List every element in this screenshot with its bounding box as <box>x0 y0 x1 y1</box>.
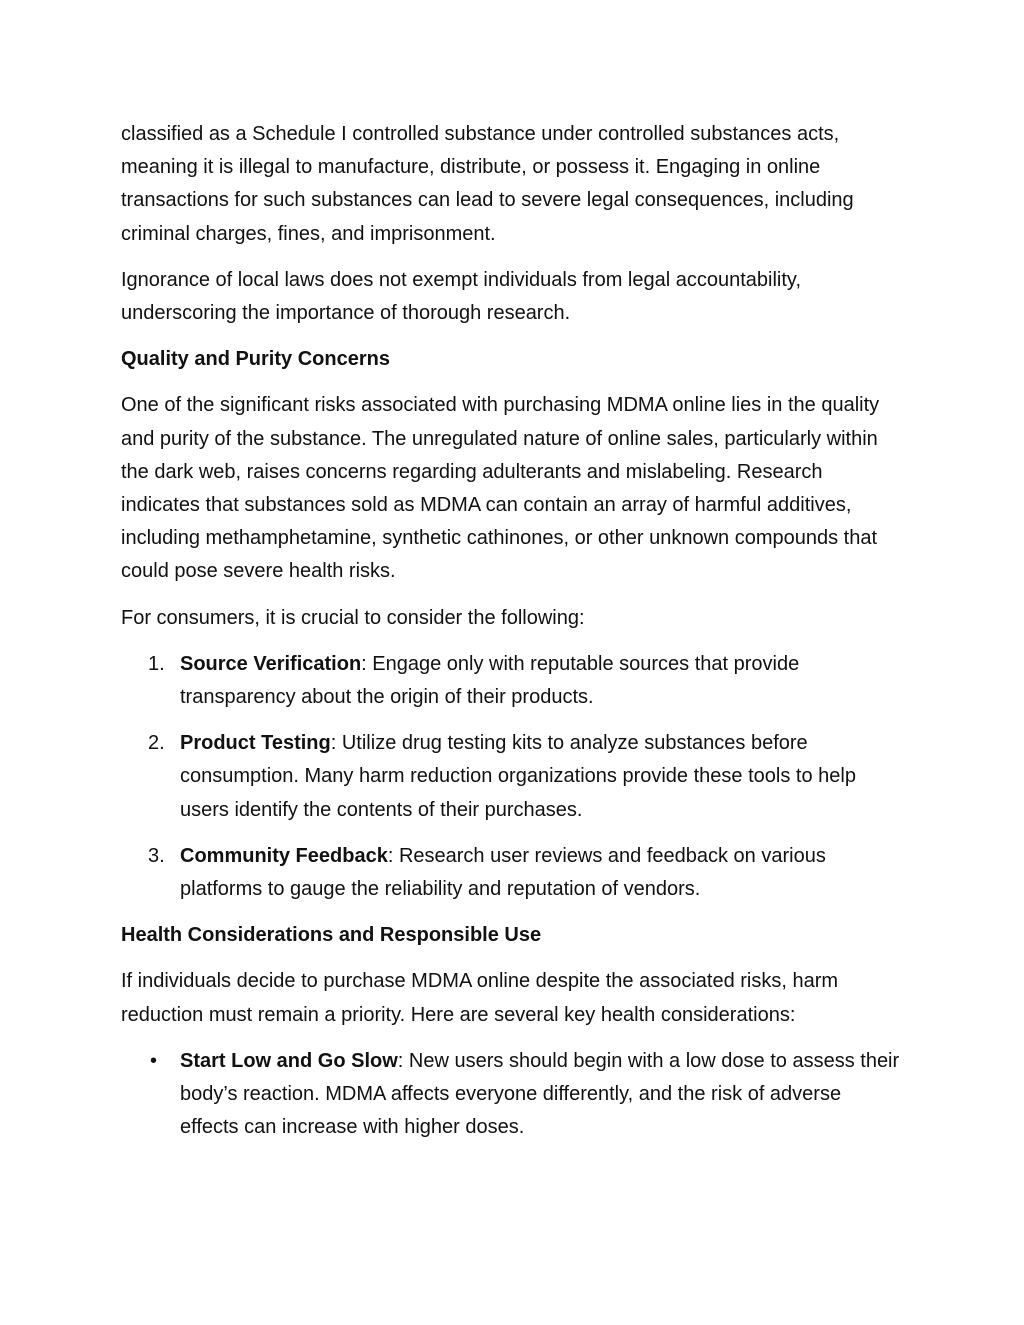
heading-quality-purity: Quality and Purity Concerns <box>121 348 390 371</box>
bullet-list <box>121 1045 901 1145</box>
list-item-term: Product Testing <box>180 732 331 755</box>
paragraph-legal-status: classified as a Schedule I controlled substance under controlled substances acts, meaning it is illegal to manufacture, distribute, or possess it. Engaging in online transactions for such substances can lead to severe legal consequences, including criminal charges, fines, and imprisonment. <box>121 123 854 245</box>
list-number: 2. <box>148 732 165 755</box>
bullet-icon: • <box>150 1049 158 1072</box>
list-item-term: Community Feedback <box>180 844 388 867</box>
paragraph-quality-risks: One of the significant risks associated with purchasing MDMA online lies in the quality and purity of the substance. The unregulated nature of online sales, particularly within the dark web, raises concerns regarding adulterants and mislabeling. Research indicates that substances sold as MDMA can contain an array of harmful additives, including methamphetamine, synthetic cathinones, or other unknown compounds that could pose severe health risks. <box>121 394 880 583</box>
heading-health-considerations: Health Considerations and Responsible Use <box>121 924 542 947</box>
list-item <box>121 1045 901 1145</box>
paragraph-harm-reduction: If individuals decide to purchase MDMA online despite the associated risks, harm reduction must remain a priority. Here are several key health considerations: <box>121 970 839 1026</box>
list-item <box>121 648 901 714</box>
list-item-term: Source Verification <box>180 652 362 675</box>
document-page <box>121 118 901 1157</box>
list-number: 3. <box>148 844 165 867</box>
list-number: 1. <box>148 652 165 675</box>
list-item-term: Start Low and Go Slow <box>180 1049 398 1072</box>
numbered-list <box>121 648 901 906</box>
paragraph-consumers-intro: For consumers, it is crucial to consider the following: <box>121 606 585 629</box>
list-item <box>121 840 901 906</box>
paragraph-ignorance: Ignorance of local laws does not exempt individuals from legal accountability, underscoring the importance of thorough research. <box>121 268 801 325</box>
list-item-text: : New users should begin with a low dose to assess their body’s reaction. MDMA affects everyone differently, and the risk of adverse effects can increase with higher doses. <box>180 1049 900 1139</box>
list-item <box>121 727 901 827</box>
list-item-text: : Research user reviews and feedback on various platforms to gauge the reliability and reputation of vendors. <box>180 844 826 901</box>
list-item-text: : Utilize drug testing kits to analyze substances before consumption. Many harm reduction organizations provide these tools to help users identify the contents of their purchases. <box>180 732 856 821</box>
list-item-text: : Engage only with reputable sources that provide transparency about the origin of their products. <box>180 652 800 709</box>
